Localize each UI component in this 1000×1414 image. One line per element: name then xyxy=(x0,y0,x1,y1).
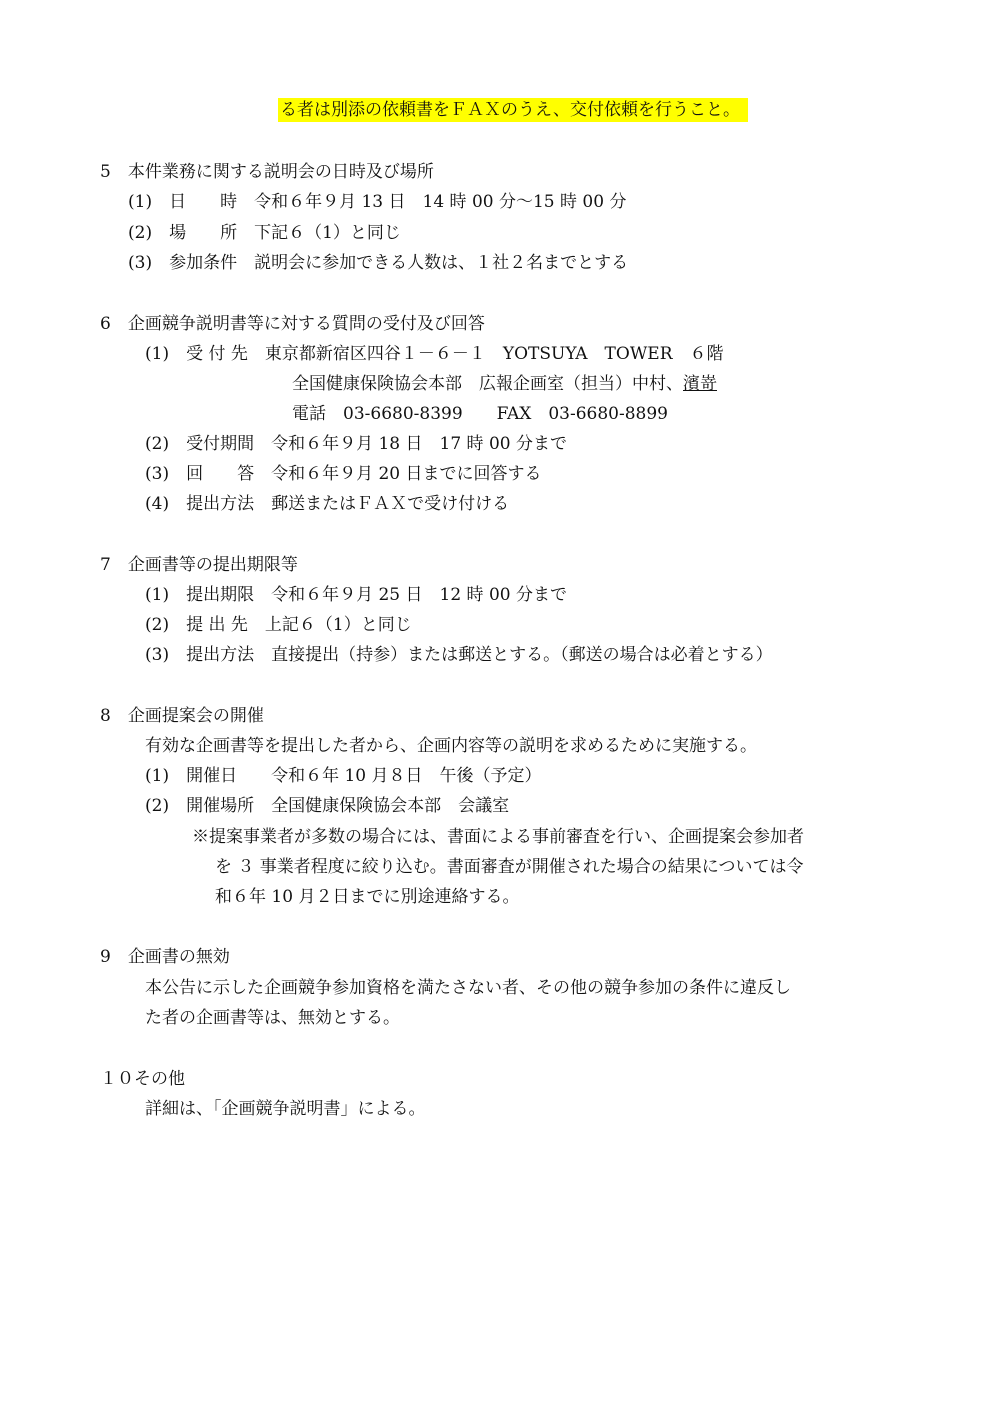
section-6-phone-fax: 電話 03-6680-8399 FAX 03-6680-8899 xyxy=(292,404,668,424)
section-8-note-line-1: ※提案事業者が多数の場合には、書面による事前審査を行い、企画提案会参加者 xyxy=(192,827,804,847)
section-7-item-3: (3) 提出方法 直接提出（持参）または郵送とする。（郵送の場合は必着とする） xyxy=(145,645,773,665)
section-8-note-line-3: 和６年 10 月２日までに別途連絡する。 xyxy=(215,887,520,907)
section-7-item-2: (2) 提 出 先 上記６（1）と同じ xyxy=(145,615,412,635)
section-7-heading: 7 企画書等の提出期限等 xyxy=(100,555,298,575)
section-5-heading: 5 本件業務に関する説明会の日時及び場所 xyxy=(100,162,434,182)
section-5-item-3: (3) 参加条件 説明会に参加できる人数は、１社２名までとする xyxy=(128,253,629,273)
section-10-heading: １０その他 xyxy=(100,1069,185,1089)
section-5-item-2: (2) 場 所 下記６（1）と同じ xyxy=(128,223,401,243)
section-9-body-line-1: 本公告に示した企画競争参加資格を満たさない者、その他の競争参加の条件に違反し xyxy=(145,978,791,998)
section-6-heading: 6 企画競争説明書等に対する質問の受付及び回答 xyxy=(100,314,485,334)
section-6-item-1: (1) 受 付 先 東京都新宿区四谷１－６－１ YOTSUYA TOWER ６階 xyxy=(145,344,724,364)
section-10-body: 詳細は、「企画競争説明書」による。 xyxy=(145,1099,426,1119)
section-6-item-3: (3) 回 答 令和６年９月 20 日までに回答する xyxy=(145,464,542,484)
section-8-intro: 有効な企画書等を提出した者から、企画内容等の説明を求めるために実施する。 xyxy=(145,736,757,756)
section-8-item-1: (1) 開催日 令和６年 10 月８日 午後（予定） xyxy=(145,766,542,786)
section-6-address-line-2 xyxy=(292,372,717,396)
section-5-item-1: (1) 日 時 令和６年９月 13 日 14 時 00 分～15 時 00 分 xyxy=(128,192,627,212)
top-note xyxy=(278,98,748,122)
section-8-item-2: (2) 開催場所 全国健康保険協会本部 会議室 xyxy=(145,796,510,816)
address-text: 全国健康保険協会本部 広報企画室（担当）中村、 xyxy=(292,374,683,394)
section-6-item-4: (4) 提出方法 郵送またはＦＡＸで受け付ける xyxy=(145,494,510,514)
section-9-heading: 9 企画書の無効 xyxy=(100,947,230,967)
section-7-item-1: (1) 提出期限 令和６年９月 25 日 12 時 00 分まで xyxy=(145,585,567,605)
highlighted-text: る者は別添の依頼書をＦＡＸのうえ、交付依頼を行うこと。 xyxy=(278,98,748,122)
section-9-body-line-2: た者の企画書等は、無効とする。 xyxy=(145,1008,400,1028)
underlined-name: 濱嵜 xyxy=(683,374,717,394)
section-8-heading: 8 企画提案会の開催 xyxy=(100,706,264,726)
section-8-note-line-2: を ３ 事業者程度に絞り込む。書面審査が開催された場合の結果については令 xyxy=(215,857,804,877)
section-6-item-2: (2) 受付期間 令和６年９月 18 日 17 時 00 分まで xyxy=(145,434,567,454)
